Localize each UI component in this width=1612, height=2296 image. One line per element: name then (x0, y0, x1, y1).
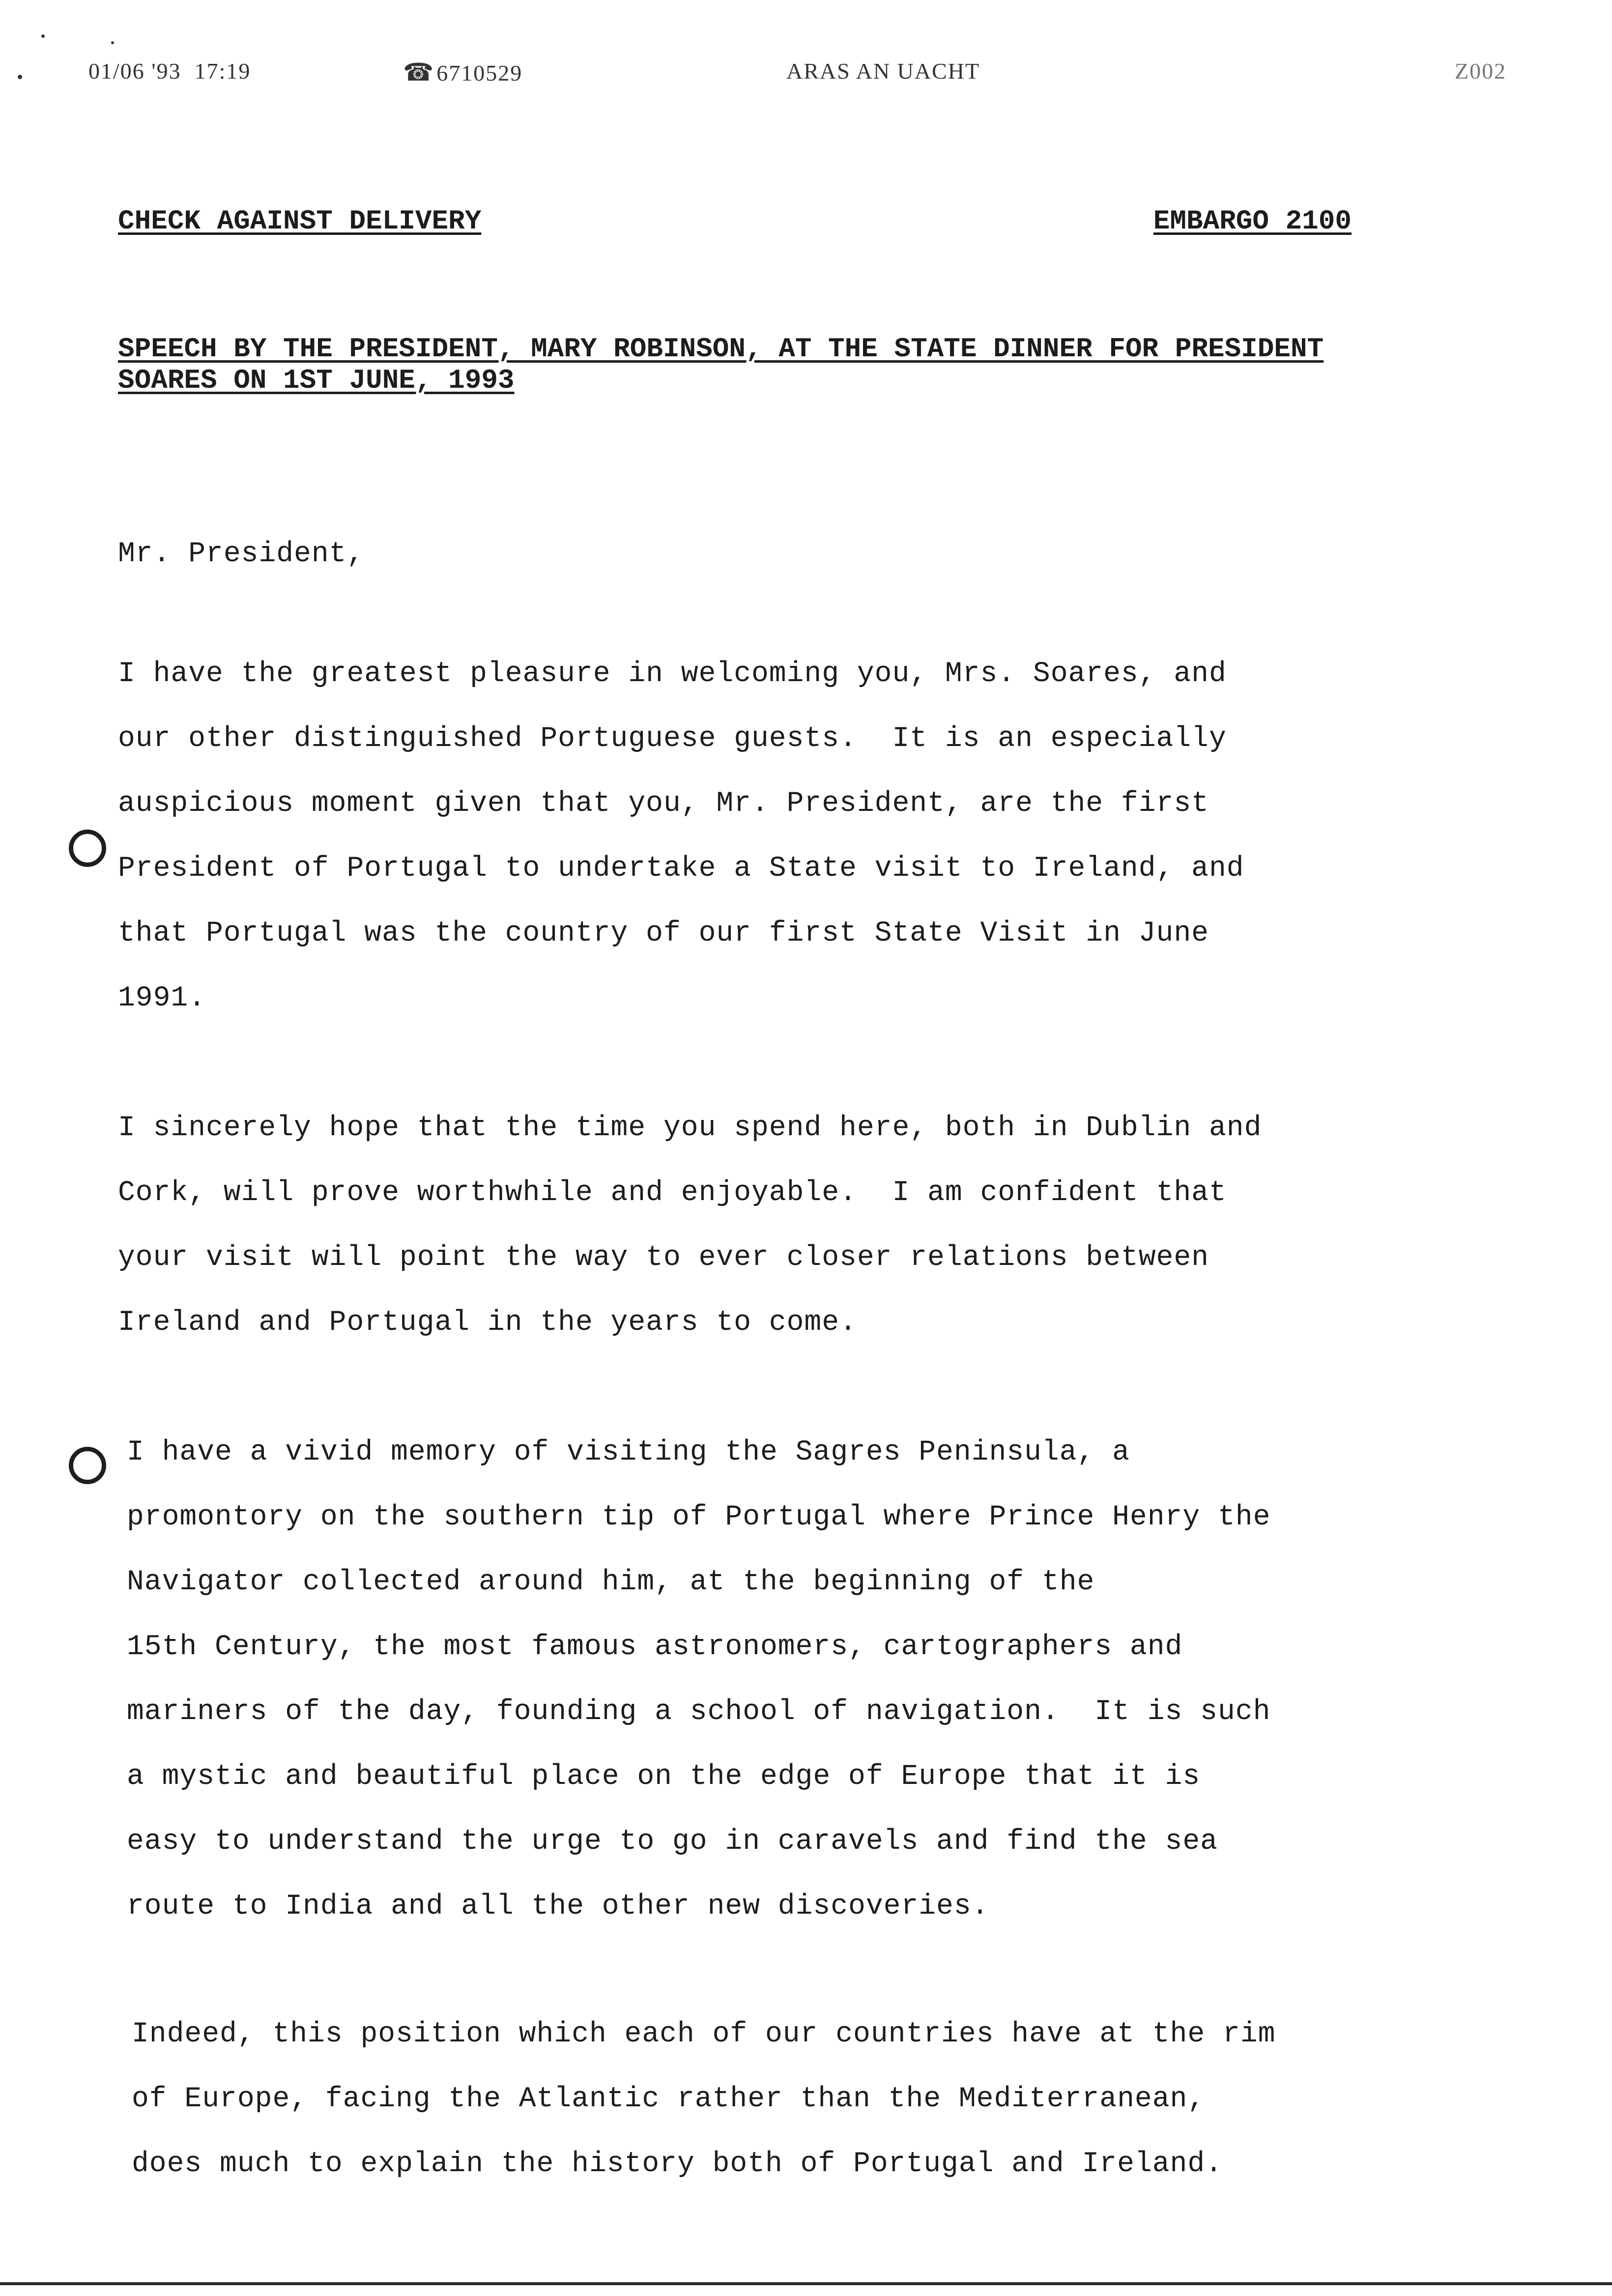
fax-date-value: 01/06 '93 (88, 58, 181, 84)
scan-speck (111, 41, 114, 44)
fax-time: 17:19 (194, 58, 251, 84)
fax-phone (403, 58, 522, 86)
embargo-label: EMBARGO 2100 (1153, 205, 1352, 237)
page-bottom-edge (0, 2282, 1612, 2285)
fax-page-code: Z002 (1455, 58, 1507, 84)
speech-title: SPEECH BY THE PRESIDENT, MARY ROBINSON, AT THE STATE DINNER FOR PRESIDENT SOARES ON 1ST JUNE, 1993 (118, 333, 1324, 396)
paragraph-3: I have a vivid memory of visiting the Sagres Peninsula, a promontory on the southern tip of Portugal where Prince Henry the Navigator collected around him, at the beginning of the 15th Century, the most famous astronomers, cartographers and mariners of the day, founding a school of navigation. It is such a mystic and beautiful place on the edge of Europe that it is easy to understand the urge to go in caravels and find the sea route to India and all the other new discoveries. (127, 1436, 1271, 1923)
paragraph-2: I sincerely hope that the time you spend here, both in Dublin and Cork, will prove worthwhile and enjoyable. I am confident that your visit will point the way to ever closer relations between Ireland and Portugal in the years to come. (118, 1112, 1262, 1339)
fax-transmission-header (88, 58, 1543, 87)
fax-date (88, 58, 251, 84)
fax-phone-number: 6710529 (436, 60, 523, 86)
check-against-delivery-label: CHECK AGAINST DELIVERY (118, 205, 482, 237)
paragraph-4: Indeed, this position which each of our countries have at the rim of Europe, facing the Atlantic rather than the Mediterranean, does much to explain the history both of Portugal and Ireland. (132, 2018, 1276, 2180)
telephone-icon: ☎ (403, 58, 435, 86)
document-heading-row (118, 205, 1352, 240)
scan-speck (18, 75, 22, 79)
paragraph-1: I have the greatest pleasure in welcoming you, Mrs. Soares, and our other distinguished Portuguese guests. It is an especially auspicious moment given that you, Mr. President, are the first President of Portugal to undertake a State visit to Ireland, and that Portugal was the country of our first State Visit in June 1991. (118, 658, 1244, 1014)
fax-sender: ARAS AN UACHT (786, 58, 980, 84)
scan-speck (41, 34, 45, 38)
punch-hole-icon (69, 830, 106, 867)
punch-hole-icon (69, 1447, 106, 1484)
salutation: Mr. President, (118, 538, 365, 570)
